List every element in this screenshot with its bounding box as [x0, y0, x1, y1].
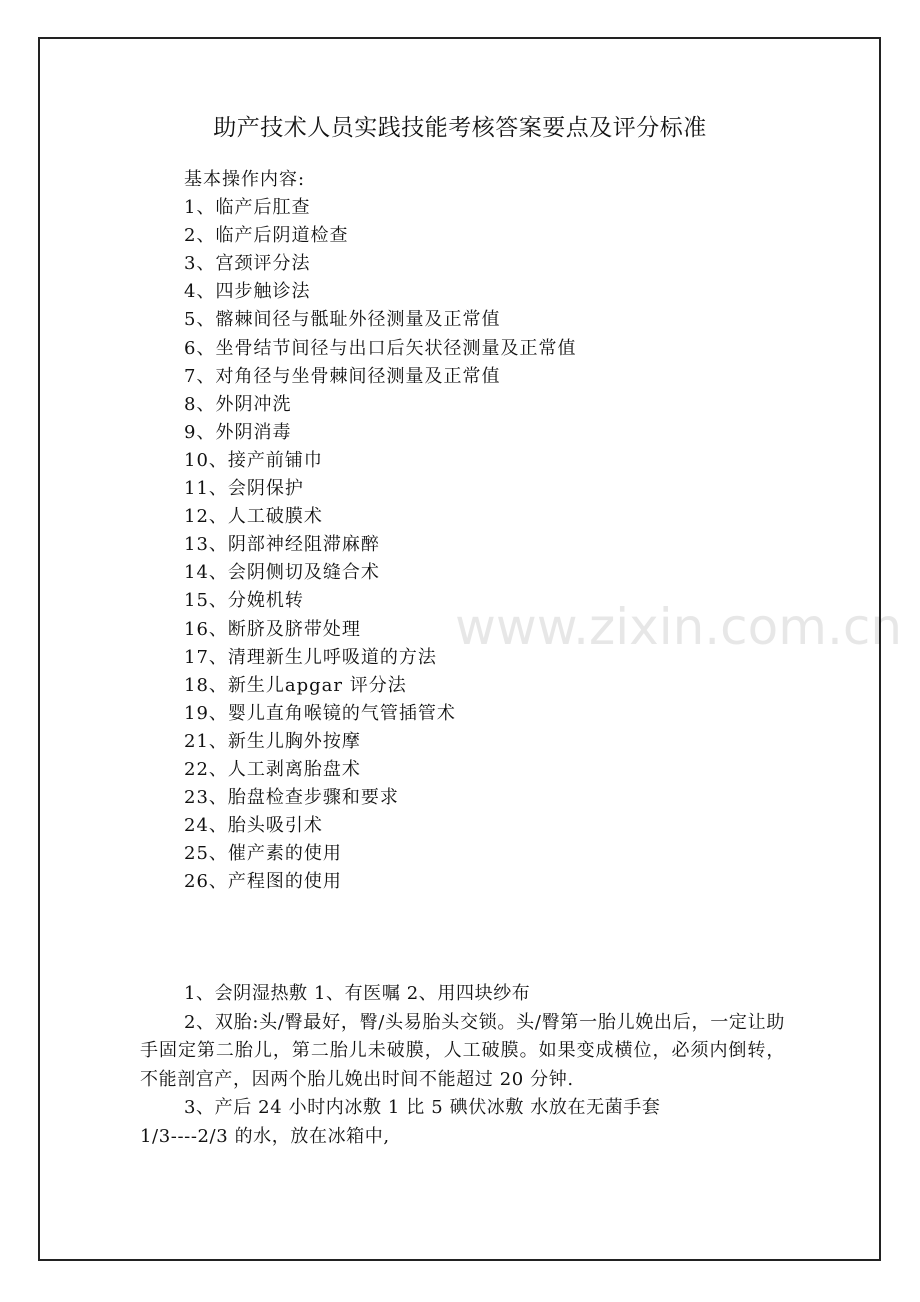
note-paragraph: 2、双胎:头/臀最好，臀/头易胎头交锁。头/臀第一胎儿娩出后，一定让助手固定第二胎儿，第二胎儿未破膜，人工破膜。如果变成横位，必须内倒转，不能剖宫产，因两个胎儿娩出时间不能超过 20 分钟.	[140, 1011, 785, 1090]
operations-heading: 基本操作内容:	[184, 169, 306, 190]
operation-item: 23、胎盘检查步骤和要求	[184, 787, 399, 809]
operation-item: 6、坐骨结节间径与出口后矢状径测量及正常值	[184, 337, 577, 359]
operation-item: 4、四步触诊法	[184, 281, 311, 303]
operation-item: 18、新生儿apgar 评分法	[184, 674, 407, 696]
operation-item: 7、对角径与坐骨棘间径测量及正常值	[184, 365, 501, 387]
operation-item: 11、会阴保护	[184, 478, 304, 500]
operation-item: 10、接产前铺巾	[184, 449, 323, 471]
operation-item: 19、婴儿直角喉镜的气管插管术	[184, 702, 456, 724]
operations-list	[184, 166, 576, 896]
operation-item: 22、人工剥离胎盘术	[184, 758, 361, 780]
operation-item: 5、髂棘间径与骶耻外径测量及正常值	[184, 309, 501, 331]
operation-item: 15、分娩机转	[184, 590, 304, 612]
operation-item: 25、催产素的使用	[184, 843, 342, 865]
operation-item: 8、外阴冲洗	[184, 393, 292, 415]
answer-notes	[140, 980, 785, 1152]
operation-item: 14、会阴侧切及缝合术	[184, 562, 380, 584]
note-paragraph: 3、产后 24 小时内冰敷 1 比 5 碘伏冰敷 水放在无菌手套	[184, 1097, 661, 1119]
operation-item: 24、胎头吸引术	[184, 815, 323, 837]
note-paragraph: 1/3----2/3 的水，放在冰箱中,	[140, 1125, 390, 1147]
note-paragraph: 1、会阴湿热敷 1、有医嘱 2、用四块纱布	[184, 983, 531, 1004]
operation-item: 26、产程图的使用	[184, 871, 342, 893]
operation-item: 16、断脐及脐带处理	[184, 618, 361, 640]
operation-item: 12、人工破膜术	[184, 506, 323, 528]
operation-item: 13、阴部神经阻滞麻醉	[184, 534, 380, 556]
operation-item: 2、临产后阴道检查	[184, 225, 349, 247]
operation-item: 17、清理新生儿呼吸道的方法	[184, 646, 437, 668]
operation-item: 21、新生儿胸外按摩	[184, 730, 361, 752]
document-title: 助产技术人员实践技能考核答案要点及评分标准	[213, 115, 707, 141]
operation-item: 9、外阴消毒	[184, 421, 292, 443]
operation-item: 3、宫颈评分法	[184, 253, 311, 275]
watermark: www.zixin.com.cn	[455, 598, 903, 656]
operation-item: 1、临产后肛查	[184, 197, 311, 219]
